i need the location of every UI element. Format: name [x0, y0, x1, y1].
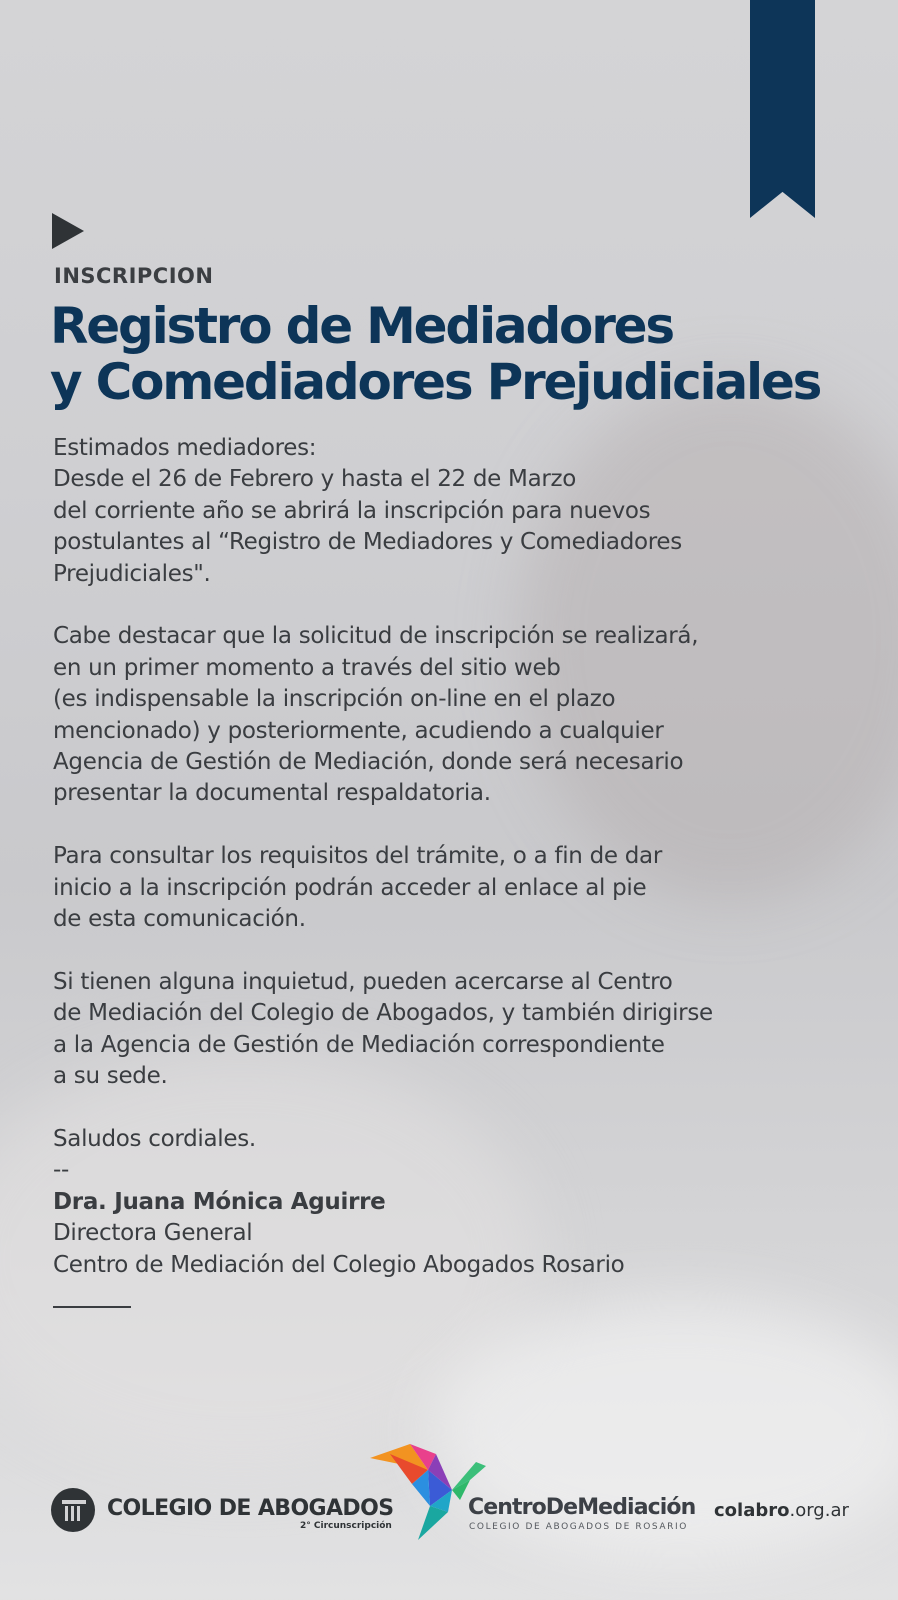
text-line: del corriente año se abrirá la inscripción para nuevos — [53, 497, 651, 524]
footer — [0, 1440, 898, 1560]
signer-name: Dra. Juana Mónica Aguirre — [53, 1188, 386, 1215]
text-line: Cabe destacar que la solicitud de inscripción se realizará, — [53, 623, 699, 650]
page-title — [50, 298, 820, 410]
text-line: (es indispensable la inscripción on-line en el plazo — [53, 686, 616, 713]
letter-body — [53, 433, 898, 1281]
kicker-label: INSCRIPCION — [54, 264, 214, 288]
text-line: Estimados mediadores: — [53, 435, 317, 461]
signer-org: Centro de Mediación del Colegio Abogados Rosario — [53, 1251, 625, 1278]
colegio-subtitle: 2° Circunscripción — [300, 1521, 392, 1531]
text-line: Desde el 26 de Febrero y hasta el 22 de Marzo — [53, 466, 577, 493]
text-line: Prejudiciales". — [53, 560, 211, 587]
paragraph-1 — [53, 433, 898, 590]
site-rest: .org.ar — [789, 1500, 849, 1521]
text-line: inicio a la inscripción podrán acceder al enlace al pie — [53, 874, 647, 901]
play-icon — [52, 213, 84, 249]
text-line: Para consultar los requisitos del trámite, o a fin de dar — [53, 843, 662, 870]
centro-name: CentroDeMediación — [468, 1495, 696, 1520]
paragraph-4 — [53, 967, 898, 1093]
text-line: postulantes al “Registro de Mediadores y Comediadores — [53, 529, 682, 556]
title-line-2: y Comediadores Prejudiciales — [50, 353, 821, 411]
text-line: a la Agencia de Gestión de Mediación correspondiente — [53, 1031, 665, 1058]
text-line: a su sede. — [53, 1063, 168, 1090]
closing-text: Saludos cordiales. — [53, 1125, 256, 1152]
bookmark-ribbon — [750, 0, 815, 218]
centro-subtitle: COLEGIO DE ABOGADOS DE ROSARIO — [469, 1522, 688, 1532]
website-link[interactable] — [714, 1500, 849, 1521]
text-line: presentar la documental respaldatoria. — [53, 780, 491, 807]
text-line: en un primer momento a través del sitio web — [53, 654, 561, 681]
text-line: mencionado) y posteriormente, acudiendo a cualquier — [53, 717, 664, 744]
text-line: de Mediación del Colegio de Abogados, y también dirigirse — [53, 1000, 713, 1027]
colegio-logo-icon — [50, 1487, 96, 1533]
signer-role: Directora General — [53, 1220, 253, 1247]
colegio-name: COLEGIO DE ABOGADOS — [107, 1496, 394, 1521]
text-line: de esta comunicación. — [53, 906, 306, 933]
signature-block — [53, 1124, 898, 1281]
paragraph-3 — [53, 841, 898, 935]
separator-line — [53, 1306, 131, 1308]
signature-dash: -- — [53, 1157, 69, 1184]
paragraph-2 — [53, 621, 898, 809]
text-line: Agencia de Gestión de Mediación, donde será necesario — [53, 749, 684, 776]
site-bold: colabro — [714, 1500, 790, 1521]
text-line: Si tienen alguna inquietud, pueden acercarse al Centro — [53, 968, 673, 995]
title-line-1: Registro de Mediadores — [50, 297, 673, 355]
